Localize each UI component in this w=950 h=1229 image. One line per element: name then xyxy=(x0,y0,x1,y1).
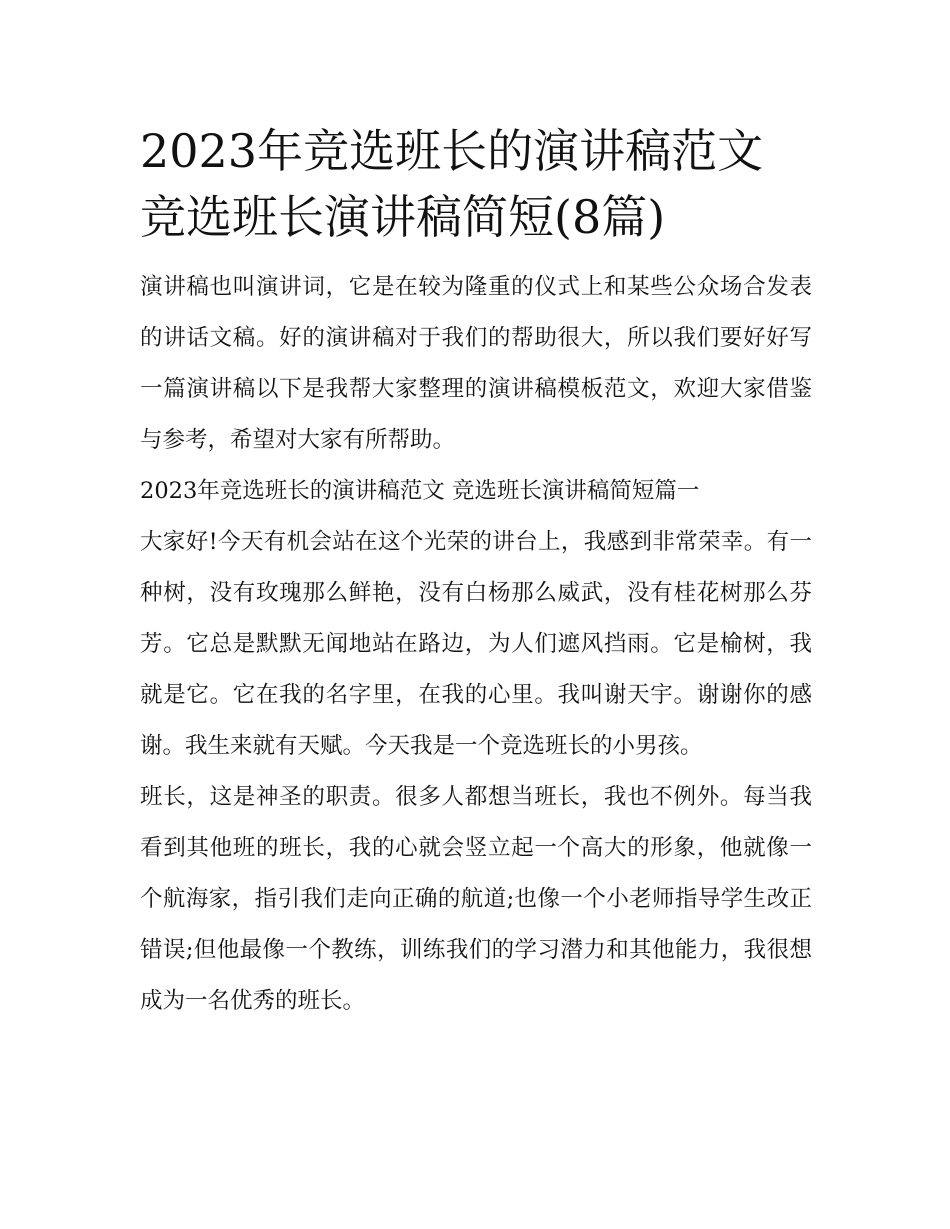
body-paragraph: 班长，这是神圣的职责。很多人都想当班长，我也不例外。每当我看到其他班的班长，我的心就会竖立起一个高大的形象，他就像一个航海家，指引我们走向正确的航道;也像一个小老师指导学生改正错误;但他最像一个教练，训练我们的学习潜力和其他能力，我很想成为一名优秀的班长。 xyxy=(140,784,812,1014)
section-heading: 2023年竞选班长的演讲稿范文 竞选班长演讲稿简短篇一 xyxy=(140,478,700,504)
body-paragraph: 大家好!今天有机会站在这个光荣的讲台上，我感到非常荣幸。有一种树，没有玫瑰那么鲜艳，没有白杨那么威武，没有桂花树那么芬芳。它总是默默无闻地站在路边，为人们遮风挡雨。它是榆树，我就是它。它在我的名字里，在我的心里。我叫谢天宇。谢谢你的感谢。我生来就有天赋。今天我是一个竞选班长的小男孩。 xyxy=(140,529,812,759)
title-line-2: 竞选班长演讲稿简短(8篇) xyxy=(140,190,666,244)
document-title xyxy=(140,118,812,250)
intro-paragraph: 演讲稿也叫演讲词，它是在较为隆重的仪式上和某些公众场合发表的讲话文稿。好的演讲稿对于我们的帮助很大，所以我们要好好写一篇演讲稿以下是我帮大家整理的演讲稿模板范文，欢迎大家借鉴与参考，希望对大家有所帮助。 xyxy=(140,274,812,453)
title-line-1: 2023年竞选班长的演讲稿范文 xyxy=(140,124,764,178)
document-page xyxy=(140,118,812,1027)
